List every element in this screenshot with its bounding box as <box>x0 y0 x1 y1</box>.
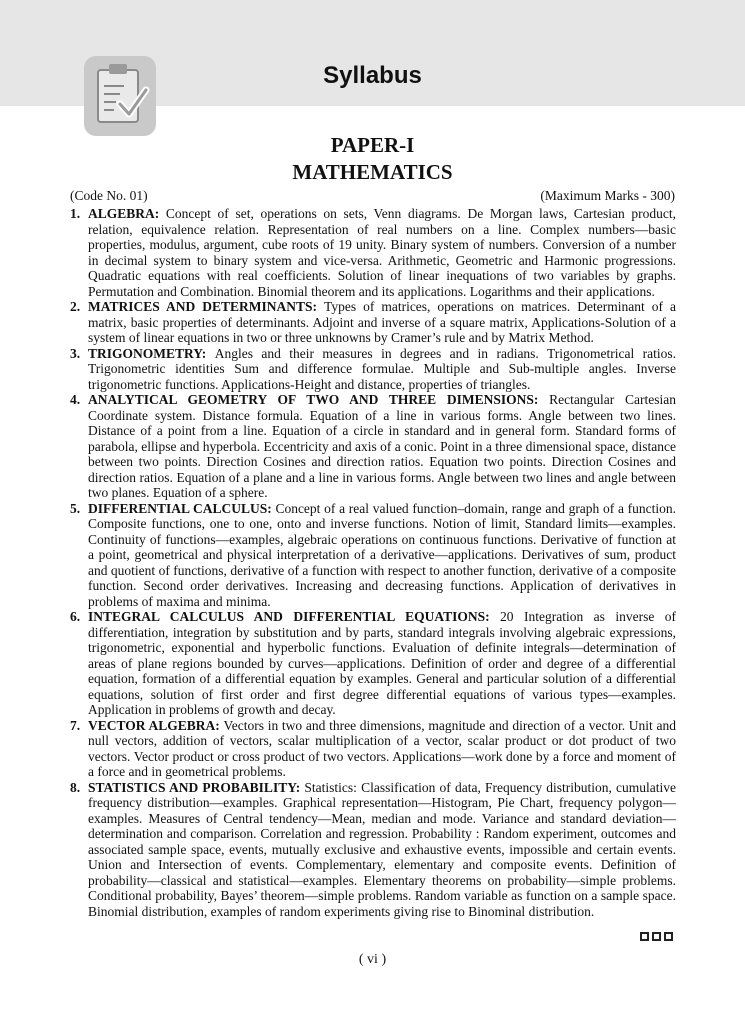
end-square-icon <box>652 932 661 941</box>
topic-item <box>70 299 676 346</box>
topic-title: INTEGRAL CALCULUS AND DIFFERENTIAL EQUATIONS: <box>88 609 501 624</box>
topic-title: VECTOR ALGEBRA: <box>88 717 224 733</box>
topic-list <box>70 206 676 919</box>
topic-number: 8. <box>70 779 81 795</box>
paper-meta <box>70 188 675 204</box>
topic-item <box>70 718 676 780</box>
topic-title: TRIGONOMETRY: <box>88 345 215 361</box>
paper-number: PAPER-I <box>330 133 415 157</box>
paper-subject: MATHEMATICS <box>292 160 453 184</box>
topic-item <box>70 501 676 610</box>
end-of-section-marks <box>640 932 680 944</box>
topic-number: 1. <box>70 206 81 221</box>
topic-item <box>70 392 676 501</box>
topic-number: 6. <box>70 609 81 624</box>
topic-item <box>70 206 676 299</box>
topic-item <box>70 780 676 920</box>
topic-number: 3. <box>70 345 81 361</box>
topic-title: MATRICES AND DETERMINANTS: <box>88 299 325 314</box>
topic-body: Concept of set, operations on sets, Venn diagrams. De Morgan laws, Cartesian product, relation, equivalence relation. Representation of real numbers on a line. Complex numbers—basic properties, modulus, argument, cube roots of 19 unity. Binary system of numbers. Conversion of a number in decimal system to binary system and vice-versa. Arithmetic, Geometric and Harmonic progressions. Quadratic equations with real coefficients. Solution of linear inequations of two variables by graphs. Permutation and Combination. Binomial theorem and its applications. Logarithms and their applications. <box>88 206 677 299</box>
topic-body: Concept of a real valued function–domain, range and graph of a function. Composite functions, one to one, onto and inverse functions. Notion of limit, Standard limits—examples. Continuity of functions—examples, algebraic operations on continuous functions. Derivative of function at a point, geometrical and physical interpretation of a derivative—applications. Derivatives of sum, product and quotient of functions, derivative of a function with respect to another function, derivative of a composite function. Second order derivatives. Increasing and decreasing functions. Application of derivatives in problems of maxima and minima. <box>88 500 677 609</box>
topic-body: 20 Integration as inverse of differentiation, integration by substitution and by parts, standard integrals involving algebraic expressions, trigonometric, exponential and hyperbolic functions. Evaluation of definite integrals—determination of areas of plane regions bounded by curves—applications. Definition of order and degree of a differential equation, formation of a differential equation by examples. General and particular solution of a differential equations, solution of first order and first degree differential equations of various types—examples. Application in problems of growth and decay. <box>88 609 676 717</box>
topic-body: Statistics: Classification of data, Frequency distribution, cumulative frequency distribution—examples. Graphical representation—Histogram, Pie Chart, frequency polygon— examples. Measures of Central tendency—Mean, median and mode. Variance and standard deviation—determination and comparison. Correlation and regression. Probability : Random experiment, outcomes and associated sample space, events, mutually exclusive and exhaustive events, impossible and certain events. Union and Intersection of events. Complementary, elementary and composite events. Definition of probability—classical and statistical—examples. Elementary theorems on probability—simple problems. Conditional probability, Bayes’ theorem—simple problems. Random variable as function on a sample space. Binomial distribution, examples of random experiments giving rise to Binominal distribution. <box>88 779 676 919</box>
topic-number: 4. <box>70 392 81 407</box>
topic-title: DIFFERENTIAL CALCULUS: <box>88 500 276 516</box>
topic-item <box>70 346 676 393</box>
topic-body: Rectangular Cartesian Coordinate system. Distance formula. Equation of a line in various forms. Angle between two lines. Distance of a point from a line. Equation of a circle in standard and in general form. Standard forms of parabola, ellipse and hyperbola. Eccentricity and axis of a conic. Point in a three dimensional space, distance between two points. Direction Cosines and direction ratios. Equation two points. Direction Cosines and direction ratios. Equation of a plane and a line in various forms. Angle between two lines and angle between two planes. Equation of a sphere. <box>88 392 676 500</box>
section-title: Syllabus <box>323 62 422 89</box>
topic-body: Angles and their measures in degrees and in radians. Trigonometrical ratios. Trigonometric identities Sum and difference formulae. Multiple and Sub-multiple angles. Inverse trigonometric functions. Applications-Height and distance, properties of triangles. <box>88 345 677 392</box>
topic-body: Types of matrices, operations on matrices. Determinant of a matrix, basic properties of determinants. Adjoint and inverse of a square matrix, Applications-Solution of a system of linear equations in two or three unknowns by Cramer’s rule and by Matrix Method. <box>88 299 676 345</box>
topic-number: 2. <box>70 299 81 314</box>
paper-title <box>0 132 745 186</box>
topic-title: STATISTICS AND PROBABILITY: <box>88 779 305 795</box>
end-square-icon <box>664 932 673 941</box>
paper-code: (Code No. 01) <box>70 188 148 203</box>
max-marks: (Maximum Marks - 300) <box>540 188 675 203</box>
topic-title: ALGEBRA: <box>88 206 166 221</box>
topic-number: 7. <box>70 717 81 733</box>
page-number: ( vi ) <box>358 952 387 967</box>
topic-body: Vectors in two and three dimensions, magnitude and direction of a vector. Unit and null vectors, addition of vectors, scalar multiplication of a vector, scalar product or dot product of two vectors. Vector product or cross product of two vectors. Applications—work done by a force and moment of a force and in geometrical problems. <box>88 717 677 779</box>
topic-number: 5. <box>70 500 81 516</box>
end-square-icon <box>640 932 649 941</box>
syllabus-content <box>70 206 676 919</box>
topic-title: ANALYTICAL GEOMETRY OF TWO AND THREE DIMENSIONS: <box>88 392 550 407</box>
topic-item <box>70 609 676 718</box>
